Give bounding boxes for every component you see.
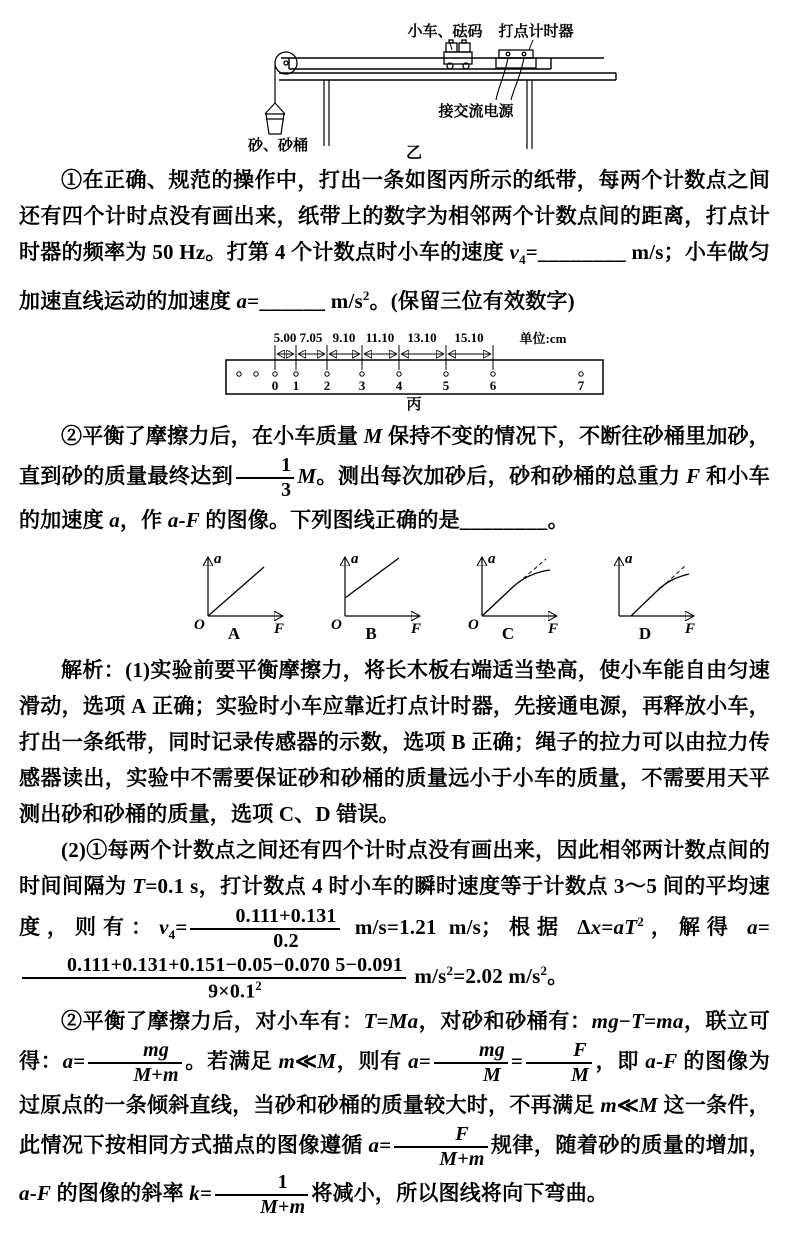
figure-bing-caption: 丙 [406, 397, 422, 414]
analysis-paragraph-3: ②平衡了摩擦力后，对小车有：T=Ma，对砂和砂桶有：mg−T=ma，联立可得：a= $\frac{mg}{M+m}$ 。若满足 m≪M，则有 a= $\frac{mg}{M}$ = $\frac{F}{M}$ ，即 a-F 的图像为过原点的一条倾斜直线，当砂和砂桶的质量较大时，不再满足 m≪M 这一条件，此情况下按相同方式描点的图像遵循 a= $\frac{F}{M+m}$ 规律，随着砂的质量的增加，a-F 的图像的斜率 k= $\frac{1}{M+m}$ 将减小，所以图线将向下弯曲。 [19, 1009, 770, 1218]
timer-label: 打点计时器 [498, 24, 574, 40]
fraction: $\frac{1}{M+m}$ [215, 1171, 308, 1219]
option-graph-c [462, 546, 567, 644]
fraction: $\frac{mg}{M}$ [434, 1039, 508, 1087]
analysis-section [0, 652, 789, 1219]
svg-text:0: 0 [271, 378, 279, 394]
curve-a [208, 567, 264, 616]
svg-text:6: 6 [489, 378, 497, 394]
axis-a-label: a [625, 551, 633, 568]
cart-weights-label: 小车、砝码 [407, 24, 483, 40]
timer-icon [496, 50, 536, 68]
curve-c [482, 570, 550, 616]
figure-yi-caption: 乙 [405, 145, 423, 162]
svg-text:7: 7 [577, 378, 585, 394]
svg-text:13.10: 13.10 [407, 330, 437, 346]
svg-text:1: 1 [292, 378, 300, 394]
tape-unit-label: 单位:cm [519, 331, 567, 347]
option-letter-d: D [638, 624, 652, 644]
tape-ticks [275, 345, 493, 370]
fraction: $\frac{1}{3}$ [236, 454, 294, 502]
option-graph-b [325, 546, 430, 644]
axis-f-label: F [685, 621, 696, 638]
axis-f-label: F [274, 621, 285, 638]
string-and-bucket-icon [265, 65, 285, 134]
svg-text:15.10: 15.10 [454, 330, 484, 346]
option-letter-c: C [501, 624, 515, 644]
tape-dots [237, 372, 583, 376]
fraction: $\frac{mg}{M+m}$ [88, 1039, 181, 1087]
tape-figure [223, 327, 643, 412]
tape-point-numbers [272, 378, 585, 393]
option-graphs-row [188, 546, 789, 644]
analysis-paragraph-1: 解析：(1)实验前要平衡摩擦力，将长木板右端适当垫高，使小车能自由匀速滑动，选项 A 正确；实验时小车应靠近打点计时器，先接通电源，再释放小车，打出一条纸带，同时记录传感器的示数，选项 B 正确；绳子的拉力可以由拉力传感器读出，实验中不需要保证砂和砂桶的质量远小于小车的质量，不需要用天平测出砂和砂桶的质量，选项 C、D 错误。 [19, 658, 770, 827]
svg-text:9.10: 9.10 [332, 330, 356, 346]
track-and-table [279, 58, 616, 80]
fraction: $\frac{F}{M+m}$ [394, 1123, 487, 1171]
svg-text:4: 4 [395, 378, 403, 394]
option-graph-d [599, 546, 704, 644]
svg-text:7.05: 7.05 [299, 330, 323, 346]
fraction: $\frac{0.111+0.131}{0.2}$ [190, 905, 339, 953]
axis-f-label: F [411, 621, 422, 638]
origin-label: O [468, 617, 479, 634]
axis-f-label: F [548, 621, 559, 638]
svg-text:5: 5 [442, 378, 450, 394]
axis-a-label: a [214, 551, 222, 568]
origin-label: O [194, 617, 205, 634]
analysis-paragraph-2: (2)①每两个计数点之间还有四个计时点没有画出来，因此相邻两计数点间的时间间隔为 T=0.1 s，打计数点 4 时小车的瞬时速度等于计数点 3～5 间的平均速度，则有：$v_4=$ $\frac{0.111+0.131}{0.2}$ m/s=1.21 m/s；根据 $\Delta x=aT^2$，解得 a= $\frac{0.111+0.131+0.151-0.05-0.070 5-0.091}{9\times 0.1^2}$ $m/s^2=2.02$ $m/s^2$。 [19, 838, 771, 1003]
option-graph-a [188, 546, 293, 644]
ac-power-label: 接交流电源 [438, 104, 514, 120]
tape-distance-labels [274, 330, 484, 345]
svg-text:2: 2 [323, 378, 331, 394]
power-wires [496, 58, 524, 100]
curve-d [631, 574, 689, 616]
axis-a-label: a [351, 551, 359, 568]
pulley-icon [275, 52, 297, 74]
option-letter-a: A [227, 624, 241, 644]
bucket-label: 砂、砂桶 [247, 138, 309, 154]
svg-text:5.00: 5.00 [273, 330, 297, 346]
axis-a-label: a [488, 551, 496, 568]
origin-label: O [331, 617, 342, 634]
fraction: $\frac{0.111+0.131+0.151-0.05-0.070 5-0.091}{9\times 0.1^2}$ [22, 954, 406, 1004]
question-paragraph-2: ②平衡了摩擦力后，在小车质量 M 保持不变的情况下，不断往砂桶里加砂，直到砂的质量最终达到 $\frac{1}{3}$ M。测出每次加砂后，砂和砂桶的总重力 F 和小车的加速度 a，作 a-F 的图像。下列图线正确的是________。 [19, 424, 771, 533]
question-paragraph-1: ①在正确、规范的操作中，打出一条如图丙所示的纸带，每两个计数点之间还有四个计时点没有画出来，纸带上的数字为相邻两个计数点间的距离，打点计时器的频率为 50 Hz。打第 4 个计数点时小车的速度 $v_4=\_\_\_\_\_\_\_\_$ m/s；小车做匀加速直线运动的加速度 a=______ $m/s^2$。(保留三位有效数字) [19, 168, 770, 314]
option-letter-b: B [365, 624, 377, 644]
fraction: $\frac{F}{M}$ [526, 1039, 592, 1087]
apparatus-figure [246, 8, 626, 160]
svg-text:3: 3 [358, 378, 366, 394]
cart-icon [444, 40, 472, 69]
svg-text:11.10: 11.10 [365, 330, 395, 346]
